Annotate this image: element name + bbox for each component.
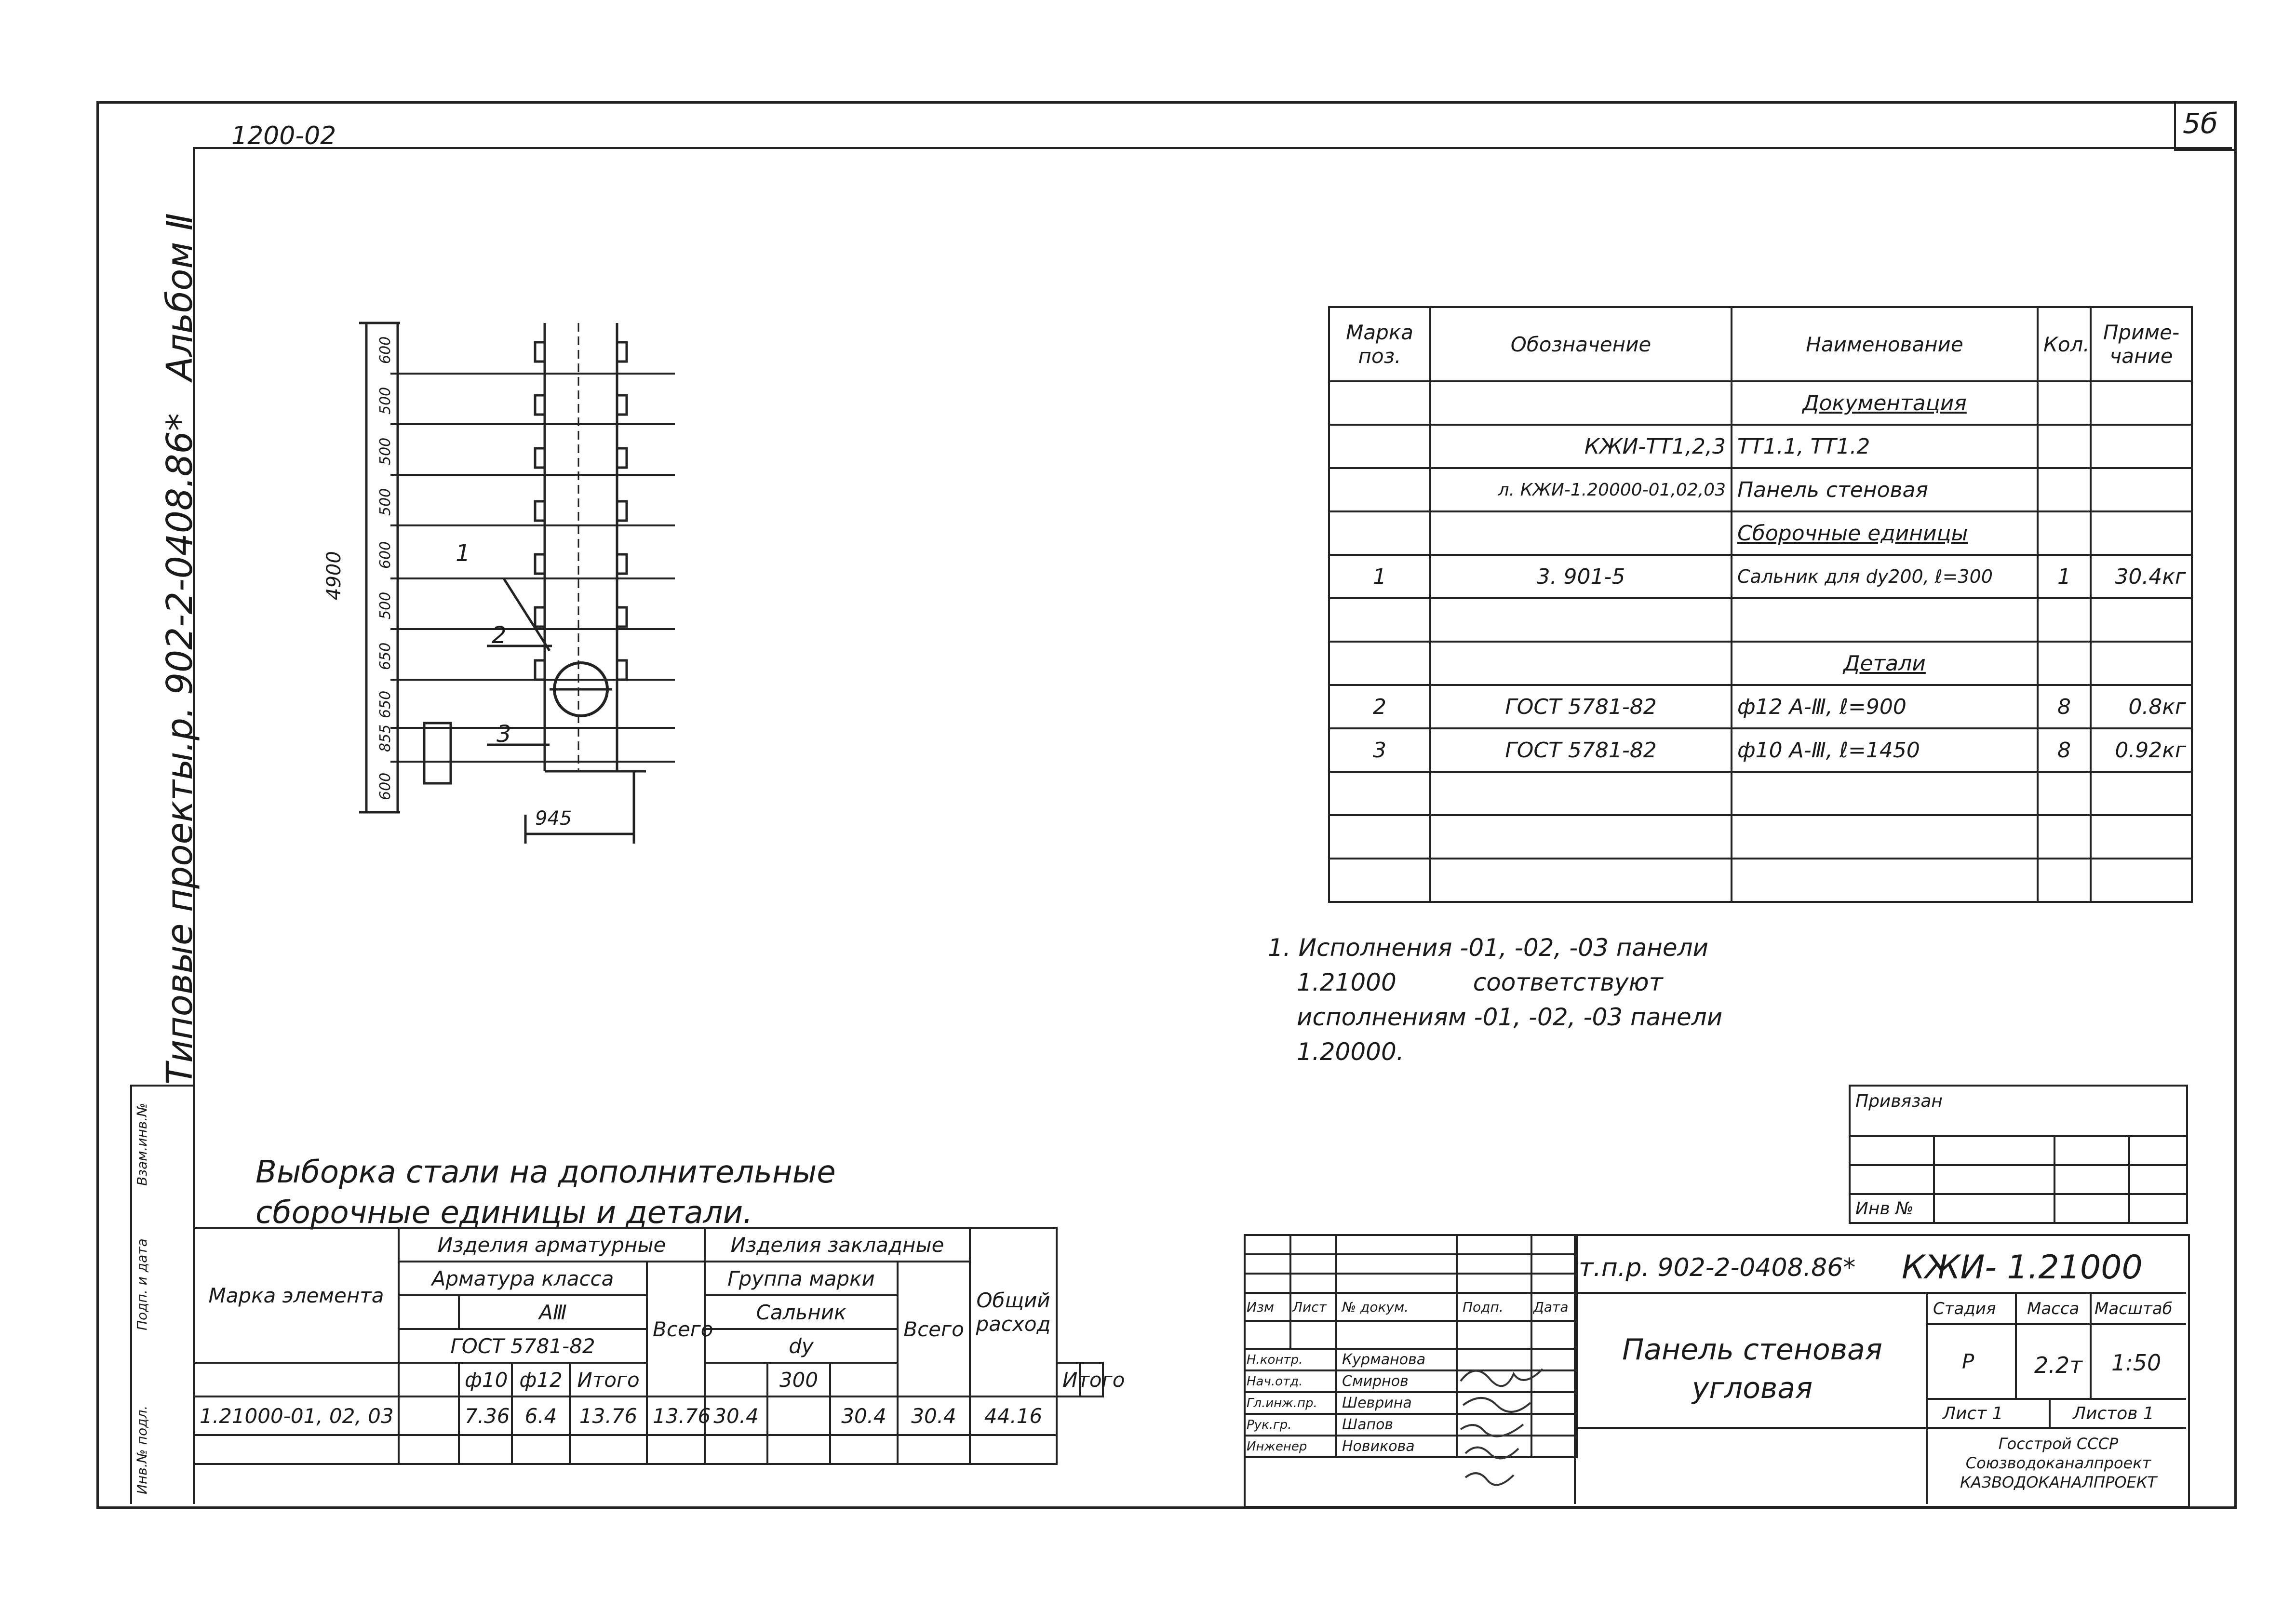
embed-salnik: Сальник <box>705 1295 898 1329</box>
callout-3: 3 <box>497 721 511 748</box>
callout-1: 1 <box>456 540 470 567</box>
section-details: Детали <box>1732 642 2038 685</box>
segment-dim-4: 500 <box>377 488 394 516</box>
stamp-strip-label-3: Инв.№ подл. <box>134 1405 150 1494</box>
inv-label: Инв № <box>1850 1194 1934 1223</box>
overall-height-dim: 4900 <box>323 551 345 600</box>
stamp-strip-top <box>130 1085 193 1087</box>
album-label: Альбом Ⅱ <box>159 213 201 381</box>
signature-scribbles <box>1456 1362 1576 1502</box>
spec-table <box>1328 306 2193 903</box>
drawing-name-line-2: угловая <box>1692 1371 1813 1405</box>
table-row <box>1329 859 2192 902</box>
table-row <box>1329 511 2192 555</box>
width-dim: 945 <box>535 807 572 830</box>
col-d300: 300 <box>767 1363 830 1396</box>
section-assembly-units: Сборочные единицы <box>1732 511 2038 555</box>
inner-top-border <box>193 147 2232 149</box>
masshtab-value: 1:50 <box>2111 1350 2162 1376</box>
spec-header-qty: Кол. <box>2038 307 2091 381</box>
project-code: т.п.р. 902-2-0408.86* <box>1579 1253 1856 1282</box>
table-row: КЖИ-ТТ1,2,3 ТТ1.1, ТТ1.2 <box>1329 425 2192 468</box>
spec-header-designation: Обозначение <box>1430 307 1732 381</box>
massa-label: Масса <box>2027 1299 2080 1318</box>
selection-title-line-1: Выборка стали на дополнительные <box>255 1155 836 1190</box>
col-d10: ф10 <box>459 1363 512 1396</box>
callout-2: 2 <box>492 622 507 649</box>
side-title: Типовые проекты.р. 902-2-0408.86* <box>159 413 201 1085</box>
group-reinforcement: Изделия арматурные <box>399 1228 705 1262</box>
reinf-grade: АⅢ <box>459 1295 647 1329</box>
table-row: л. КЖИ-1.20000-01,02,03 Панель стеновая <box>1329 468 2192 511</box>
stamp-strip-edge <box>130 1085 132 1504</box>
embed-dy: dу <box>705 1329 898 1363</box>
col-d12: ф12 <box>512 1363 570 1396</box>
segment-dim-6: 500 <box>377 591 394 619</box>
segment-dim-1: 600 <box>377 336 394 364</box>
top-code: 1200-02 <box>231 121 336 150</box>
spec-header-row <box>1329 307 2192 381</box>
segment-dim-10: 600 <box>377 772 394 800</box>
organization <box>1933 1434 2184 1492</box>
sheets-total-label: Листов 1 <box>2073 1404 2154 1423</box>
section-documentation: Документация <box>1732 381 2038 425</box>
group-embedded: Изделия закладные <box>705 1228 970 1262</box>
drawing-name <box>1598 1330 1907 1408</box>
table-row <box>1329 815 2192 859</box>
binding-label: Привязан <box>1850 1086 2187 1136</box>
segment-dim-7: 650 <box>377 642 394 670</box>
leader-1 <box>504 578 550 651</box>
selection-table <box>193 1227 1125 1465</box>
table-row <box>1329 772 2192 815</box>
table-row: Рук.гр. Шапов <box>1245 1414 1577 1436</box>
segment-dim-2: 500 <box>377 387 394 415</box>
table-row: Гл.инж.пр. Шеврина <box>1245 1392 1577 1414</box>
note-line-1: 1. Исполнения -01, -02, -03 панели <box>1268 934 1709 962</box>
stamp-strip-label-1: Взам.инв.№ <box>134 1102 150 1186</box>
hdr-doc: № докум. <box>1336 1293 1457 1321</box>
note-line-2: 1.21000 соответствуют <box>1297 968 1663 996</box>
hdr-date: Дата <box>1531 1293 1577 1321</box>
hdr-izm: Изм <box>1245 1293 1290 1321</box>
hdr-list: Лист <box>1290 1293 1336 1321</box>
table-row: Н.контр. Курманова <box>1245 1349 1577 1370</box>
org-line-1: Госстрой СССР <box>1998 1435 2119 1453</box>
org-line-2: Союзводоканалпроект <box>1965 1454 2151 1472</box>
drawing-code: КЖИ- 1.21000 <box>1902 1249 2143 1287</box>
table-row <box>1329 598 2192 642</box>
stadia-label: Стадия <box>1933 1299 1996 1318</box>
stadia-value: Р <box>1962 1350 1974 1373</box>
embed-mark-group: Группа марки <box>705 1262 898 1295</box>
table-row: 2 ГОСТ 5781-82 ф12 А-Ⅲ, ℓ=900 8 0.8кг <box>1329 685 2192 728</box>
segment-dim-5: 600 <box>377 541 394 569</box>
col-total: Общий расход <box>970 1228 1057 1396</box>
sheet-number: 5б <box>2183 107 2218 140</box>
massa-value: 2.2т <box>2034 1352 2082 1378</box>
embed-vsego: Всего <box>898 1262 970 1396</box>
reinf-class: Арматура класса <box>399 1262 647 1295</box>
panel-profile-left <box>535 323 545 738</box>
segment-dim-3: 500 <box>377 437 394 465</box>
opening-rect <box>424 723 451 783</box>
col-mark: Марка элемента <box>194 1228 399 1363</box>
col-embed-itogo: Итого <box>1057 1363 1080 1396</box>
hdr-sign: Подп. <box>1457 1293 1531 1321</box>
reinf-gost: ГОСТ 5781-82 <box>399 1329 647 1363</box>
selection-title <box>255 1152 836 1233</box>
segment-dim-9: 855 <box>377 724 394 752</box>
table-row: 1.21000-01, 02, 03 7.36 6.4 13.76 13.76 30.4 30.4 30.4 44.16 <box>194 1396 1103 1435</box>
spec-header-name: Наименование <box>1732 307 2038 381</box>
selection-title-line-2: сборочные единицы и детали. <box>255 1195 753 1231</box>
notes <box>1268 930 1722 1069</box>
stamp-strip-label-2: Подп. и дата <box>134 1238 150 1330</box>
table-row <box>1329 642 2192 685</box>
note-line-3: исполнениям -01, -02, -03 панели <box>1297 1003 1723 1031</box>
note-line-4: 1.20000. <box>1297 1038 1404 1066</box>
spec-header-mark: Марка поз. <box>1329 307 1430 381</box>
reinf-vsego: Всего <box>647 1262 705 1396</box>
panel-profile-right <box>617 323 627 738</box>
masshtab-label: Масштаб <box>2095 1299 2173 1318</box>
table-row: Нач.отд. Смирнов <box>1245 1370 1577 1392</box>
segment-dim-8: 650 <box>377 690 394 718</box>
col-reinf-itogo: Итого <box>570 1363 647 1396</box>
table-row <box>1329 381 2192 425</box>
table-row: 3 ГОСТ 5781-82 ф10 А-Ⅲ, ℓ=1450 8 0.92кг <box>1329 728 2192 772</box>
drawing-name-line-1: Панель стеновая <box>1622 1333 1882 1367</box>
table-row: 1 3. 901-5 Сальник для dy200, ℓ=300 1 30.4кг <box>1329 555 2192 598</box>
sheet-label: Лист 1 <box>1943 1404 2003 1423</box>
spec-header-note: Приме-чание <box>2091 307 2192 381</box>
table-row: Инженер Новикова <box>1245 1436 1577 1457</box>
binding-block <box>1849 1085 2188 1224</box>
row-mark: 1.21000-01, 02, 03 <box>194 1396 399 1435</box>
org-line-3: КАЗВОДОКАНАЛПРОЕКТ <box>1960 1473 2157 1491</box>
